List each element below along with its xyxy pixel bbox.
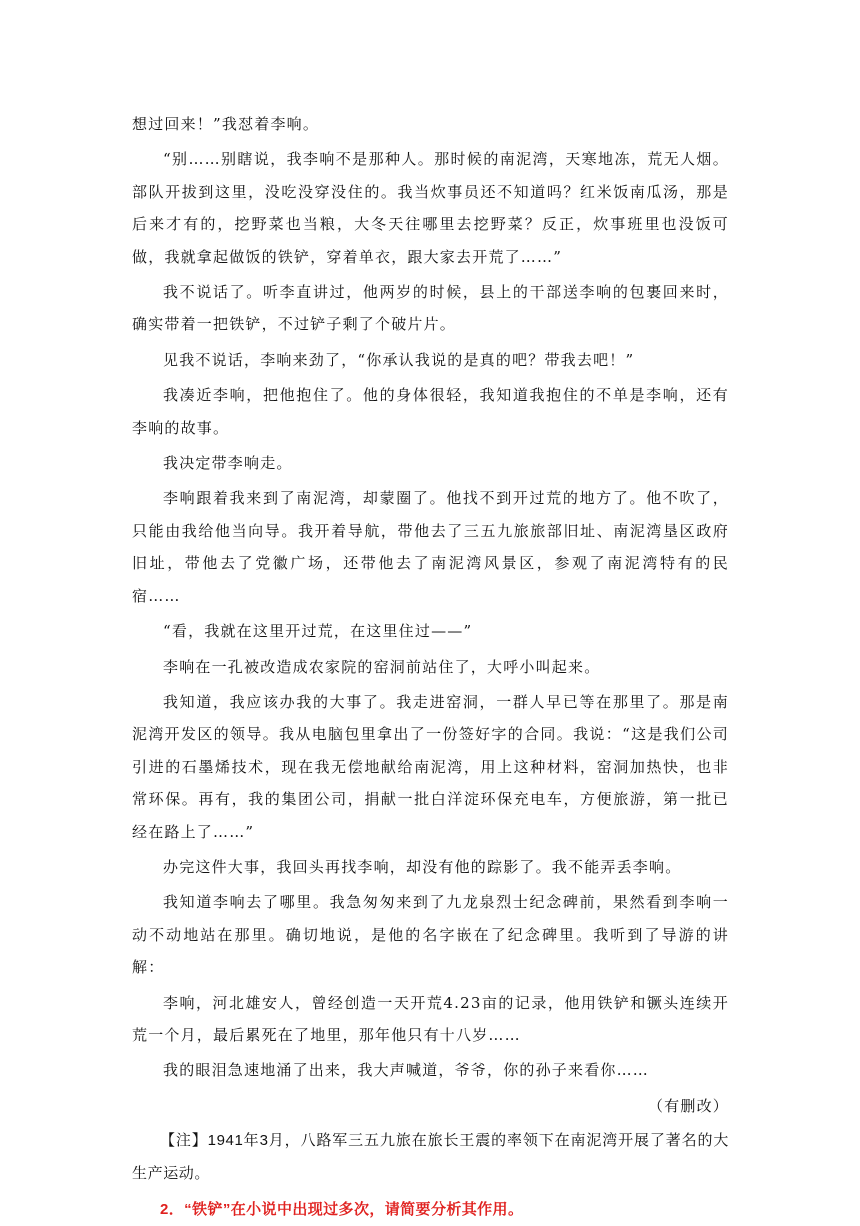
footnote: 【注】1941年3月，八路军三五九旅在旅长王震的率领下在南泥湾开展了著名的大生产运动。: [132, 1132, 729, 1182]
paragraph-10: 我知道，我应该办我的大事了。我走进窑洞，一群人早已等在那里了。那是南泥湾开发区的领导。我从电脑包里拿出了一份签好字的合同。我说：“这是我们公司引进的石墨烯技术，现在我无偿地献给南泥湾，用上这种材料，窑洞加热快，也非常环保。再有，我的集团公司，捐献一批白洋淀环保充电车，方便旅游，第一批已经在路上了……”: [132, 692, 729, 841]
paragraph-13: 李响，河北雄安人，曾经创造一天开荒4.23亩的记录，他用铁铲和镢头连续开荒一个月，最后累死在了地里，那年他只有十八岁……: [132, 993, 729, 1044]
paragraph-12: 我知道李响去了哪里。我急匆匆来到了九龙泉烈士纪念碑前，果然看到李响一动不动地站在那里。确切地说，是他的名字嵌在了纪念碑里。我听到了导游的讲解：: [132, 893, 729, 977]
source-note: （有删改）: [647, 1096, 729, 1115]
paragraph-6: 我决定带李响走。: [163, 454, 293, 473]
paragraph-4: 见我不说话，李响来劲了，“你承认我说的是真的吧？带我去吧！”: [163, 350, 635, 369]
paragraph-1: 想过回来！”我怼着李响。: [132, 115, 320, 133]
paragraph-5: 我凑近李响，把他抱住了。他的身体很轻，我知道我抱住的不单是李响，还有李响的故事。: [132, 386, 729, 437]
passage-body: [132, 108, 729, 1226]
paragraph-2: “别……别瞎说，我李响不是那种人。那时候的南泥湾，天寒地冻，荒无人烟。部队开拔到这里，没吃没穿没住的。我当炊事员还不知道吗？红米饭南瓜汤，那是后来才有的，挖野菜也当粮，大冬天往哪里去挖野菜？反正，炊事班里也没饭可做，我就拿起做饭的铁铲，穿着单衣，跟大家去开荒了……”: [132, 150, 729, 266]
paragraph-11: 办完这件大事，我回头再找李响，却没有他的踪影了。我不能弄丢李响。: [163, 857, 682, 876]
paragraph-8: “看，我就在这里开过荒，在这里住过——”: [163, 622, 473, 641]
paragraph-3: 我不说话了。听李直讲过，他两岁的时候，县上的干部送李响的包裹回来时，确实带着一把铁铲，不过铲子剩了个破片片。: [132, 283, 729, 334]
paragraph-14: 我的眼泪急速地涌了出来，我大声喊道，爷爷，你的孙子来看你……: [163, 1061, 650, 1080]
paragraph-9: 李响在一孔被改造成农家院的窑洞前站住了，大呼小叫起来。: [163, 657, 601, 676]
question-2: 2．“铁铲”在小说中出现过多次，请简要分析其作用。: [160, 1201, 524, 1218]
paragraph-7: 李响跟着我来到了南泥湾，却蒙圈了。他找不到开过荒的地方了。他不吹了，只能由我给他当向导。我开着导航，带他去了三五九旅旅部旧址、南泥湾垦区政府旧址，带他去了党徽广场，还带他去了南泥湾风景区，参观了南泥湾特有的民宿……: [132, 489, 729, 605]
